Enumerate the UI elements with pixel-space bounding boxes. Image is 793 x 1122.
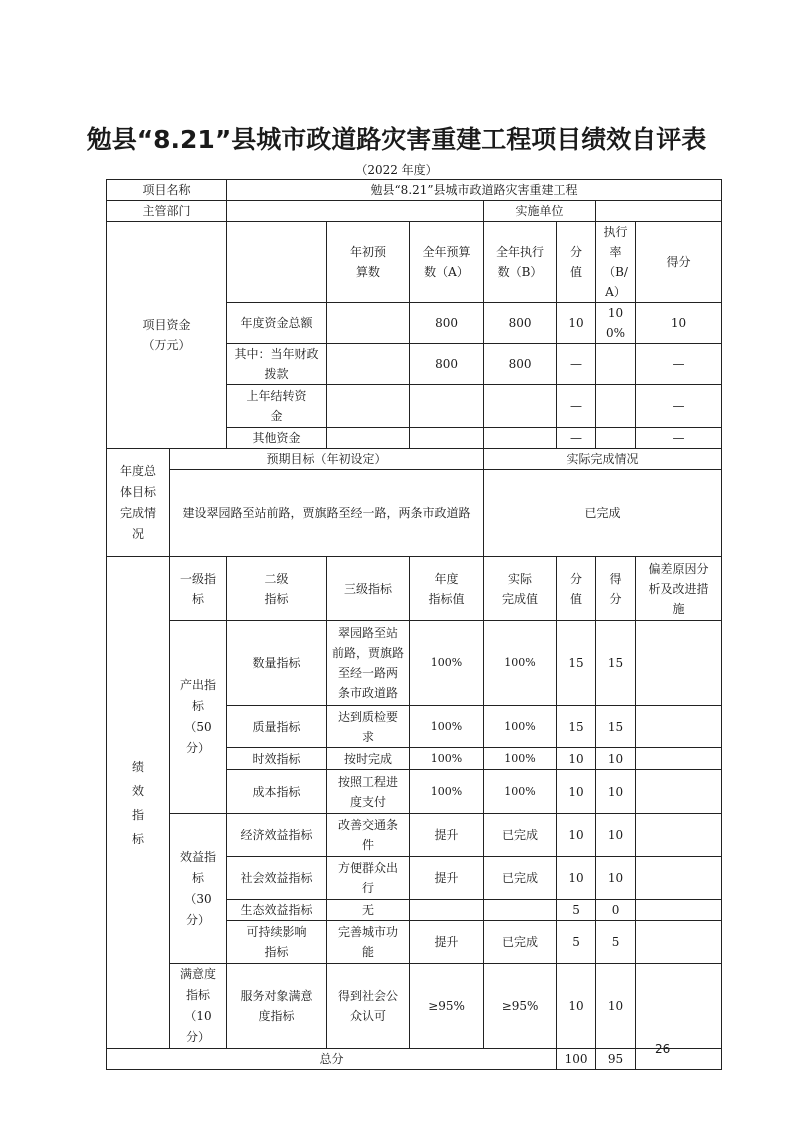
ind-row-l3-text: 达到质检要 求 — [338, 709, 399, 744]
funds-label — [107, 222, 227, 449]
funds-row-executed: 800 — [484, 344, 557, 385]
funds-header-annual-text: 全年预算 数（A） — [422, 245, 471, 279]
ind-row-score: 5 — [557, 921, 596, 964]
total-note — [636, 1049, 722, 1070]
indicators-label-text: 绩 效 指 标 — [131, 759, 144, 846]
ind-row-l2: 经济效益指标 — [227, 814, 327, 857]
ind-row-note — [636, 748, 722, 770]
funds-row-score: — — [557, 385, 596, 428]
funds-row-rate: 100% — [596, 303, 636, 344]
ind-row-score: 15 — [557, 621, 596, 706]
ind-row-l2: 社会效益指标 — [227, 857, 327, 900]
ind-header-actual — [484, 557, 557, 621]
dept-value — [227, 201, 484, 222]
ind-row-target: ≥95% — [410, 964, 484, 1049]
project-name-value: 勉县“8.21”县城市政道路灾害重建工程 — [227, 180, 722, 201]
ind-row-score: 5 — [557, 900, 596, 921]
ind-row-target: 100% — [410, 770, 484, 814]
funds-row-annual — [410, 428, 484, 449]
ind-row-target: 提升 — [410, 921, 484, 964]
ind-row-l3-text: 完善城市功 能 — [338, 925, 399, 959]
funds-row-name: 其他资金 — [227, 428, 327, 449]
indicators-label — [107, 557, 170, 1049]
ind-header-l2 — [227, 557, 327, 621]
funds-header-executed — [484, 222, 557, 303]
ind-row-note — [636, 621, 722, 706]
funds-row-init — [327, 303, 410, 344]
ind-row-actual: 已完成 — [484, 921, 557, 964]
funds-header-score — [557, 222, 596, 303]
ind-row-l3-text: 改善交通条 件 — [338, 818, 399, 852]
funds-row-score: 10 — [557, 303, 596, 344]
goals-expected: 建设翠园路至站前路，贾旗路至经一路，两条市政道路 — [170, 470, 484, 557]
ind-row-l2-text: 服务对象满意 度指标 — [240, 989, 313, 1023]
ind-row-l3: 按时完成 — [327, 748, 410, 770]
ind-row-score: 10 — [557, 770, 596, 814]
ind-row-l2: 时效指标 — [227, 748, 327, 770]
ind-row-l2-text: 可持续影响 指标 — [246, 925, 307, 959]
goals-actual: 已完成 — [484, 470, 722, 557]
ind-group-benefit — [170, 814, 227, 964]
ind-header-got-text: 得 分 — [609, 571, 622, 606]
funds-row-rate — [596, 344, 636, 385]
funds-row-name — [227, 385, 327, 428]
goals-label-text: 年度总 体目标 完成情 况 — [119, 463, 156, 541]
ind-row-actual: 100% — [484, 621, 557, 706]
ind-row-l3 — [327, 921, 410, 964]
goals-expected-header: 预期目标（年初设定） — [170, 449, 484, 470]
ind-row-note — [636, 857, 722, 900]
funds-header-score-text: 分 值 — [570, 245, 583, 279]
evaluation-table — [106, 179, 722, 1070]
ind-header-l1 — [170, 557, 227, 621]
ind-row-l3 — [327, 770, 410, 814]
page-title: 勉县“8.21”县城市政道路灾害重建工程项目绩效自评表 — [86, 125, 707, 154]
funds-row-name-text: 上年结转资 金 — [246, 389, 307, 423]
ind-row-target: 100% — [410, 706, 484, 748]
ind-row-got: 10 — [596, 770, 636, 814]
ind-row-note — [636, 921, 722, 964]
report-year: （2022 年度） — [355, 163, 438, 177]
ind-row-target: 提升 — [410, 814, 484, 857]
ind-row-got: 10 — [596, 814, 636, 857]
funds-row-got: — — [636, 428, 722, 449]
funds-header-got — [636, 222, 722, 303]
funds-row-init — [327, 385, 410, 428]
funds-header-init — [327, 222, 410, 303]
ind-row-note — [636, 814, 722, 857]
funds-header-init-text: 年初预 算数 — [350, 245, 387, 279]
funds-row-init — [327, 428, 410, 449]
ind-row-l2: 成本指标 — [227, 770, 327, 814]
funds-header-annual — [410, 222, 484, 303]
ind-header-target — [410, 557, 484, 621]
funds-row-executed: 800 — [484, 303, 557, 344]
ind-header-l1-text: 一级指 标 — [180, 571, 217, 606]
funds-row-score: — — [557, 344, 596, 385]
ind-row-l3-text: 得到社会公 众认可 — [338, 989, 399, 1023]
impl-value — [596, 201, 722, 222]
ind-header-l2-text: 二级 指标 — [264, 571, 289, 606]
total-got: 95 — [596, 1049, 636, 1070]
ind-row-l3-text: 翠园路至站 前路，贾旗路 至经一路两 条市政道路 — [332, 626, 405, 700]
ind-header-note — [636, 557, 722, 621]
funds-row-got: 10 — [636, 303, 722, 344]
ind-header-actual-text: 实际 完成值 — [502, 571, 539, 606]
total-score: 100 — [557, 1049, 596, 1070]
ind-group-benefit-text: 效益指 标 （30 分） — [180, 849, 217, 927]
page-number: 26 — [655, 1042, 671, 1056]
funds-header-executed-text: 全年执行 数（B） — [496, 245, 545, 279]
ind-row-actual — [484, 900, 557, 921]
funds-row-rate — [596, 428, 636, 449]
funds-header-rate — [596, 222, 636, 303]
ind-row-l3 — [327, 814, 410, 857]
ind-row-actual: 已完成 — [484, 857, 557, 900]
ind-row-l2 — [227, 964, 327, 1049]
ind-row-note — [636, 706, 722, 748]
ind-row-score: 10 — [557, 748, 596, 770]
ind-row-note — [636, 770, 722, 814]
ind-row-l3 — [327, 857, 410, 900]
funds-label-text: 项目资金 （万元） — [142, 318, 191, 352]
funds-blank-header — [227, 222, 327, 303]
funds-row-name: 其中：当年财政拨款 — [227, 344, 327, 385]
ind-row-got: 10 — [596, 857, 636, 900]
funds-row-name: 年度资金总额 — [227, 303, 327, 344]
ind-group-output — [170, 621, 227, 814]
ind-row-got: 15 — [596, 621, 636, 706]
ind-row-l2 — [227, 921, 327, 964]
ind-header-score — [557, 557, 596, 621]
impl-label: 实施单位 — [484, 201, 596, 222]
funds-row-init — [327, 344, 410, 385]
total-label: 总分 — [107, 1049, 557, 1070]
funds-row-rate — [596, 385, 636, 428]
ind-row-got: 10 — [596, 964, 636, 1049]
ind-header-l3: 三级指标 — [327, 557, 410, 621]
ind-header-got — [596, 557, 636, 621]
ind-row-target — [410, 900, 484, 921]
goals-label — [107, 449, 170, 557]
ind-row-actual: 已完成 — [484, 814, 557, 857]
ind-row-score: 10 — [557, 857, 596, 900]
ind-row-actual: 100% — [484, 748, 557, 770]
funds-row-got: — — [636, 385, 722, 428]
ind-row-l3-text: 按照工程进 度支付 — [338, 774, 399, 809]
ind-row-score: 10 — [557, 814, 596, 857]
funds-row-annual: 800 — [410, 303, 484, 344]
ind-header-score-text: 分 值 — [570, 571, 583, 606]
ind-row-target: 100% — [410, 621, 484, 706]
ind-row-l2: 质量指标 — [227, 706, 327, 748]
ind-row-score: 15 — [557, 706, 596, 748]
funds-row-score: — — [557, 428, 596, 449]
ind-row-got: 10 — [596, 748, 636, 770]
ind-row-l3 — [327, 621, 410, 706]
funds-header-rate-text: 执行率 （B/A） — [603, 225, 628, 299]
ind-row-l3-text: 方便群众出 行 — [338, 861, 399, 895]
ind-row-actual: ≥95% — [484, 964, 557, 1049]
ind-row-l3 — [327, 706, 410, 748]
ind-row-got: 5 — [596, 921, 636, 964]
funds-header-got-text: 得分 — [666, 255, 691, 269]
project-name-label: 项目名称 — [107, 180, 227, 201]
goals-actual-header: 实际完成情况 — [484, 449, 722, 470]
funds-row-executed — [484, 385, 557, 428]
ind-header-note-text: 偏差原因分 析及改进措 施 — [648, 561, 709, 616]
ind-row-l2: 生态效益指标 — [227, 900, 327, 921]
funds-row-annual — [410, 385, 484, 428]
funds-row-annual: 800 — [410, 344, 484, 385]
ind-row-l3 — [327, 964, 410, 1049]
funds-row-executed — [484, 428, 557, 449]
ind-row-l2: 数量指标 — [227, 621, 327, 706]
ind-row-got: 0 — [596, 900, 636, 921]
ind-row-target: 提升 — [410, 857, 484, 900]
ind-group-output-text: 产出指 标 （50 分） — [180, 678, 217, 755]
ind-header-target-text: 年度 指标值 — [428, 571, 465, 606]
ind-row-note — [636, 900, 722, 921]
ind-row-l3: 无 — [327, 900, 410, 921]
ind-group-satisfaction-text: 满意度 指标 （10 分） — [180, 967, 217, 1044]
ind-group-satisfaction — [170, 964, 227, 1049]
ind-row-got: 15 — [596, 706, 636, 748]
ind-row-note — [636, 964, 722, 1049]
funds-row-got: — — [636, 344, 722, 385]
ind-row-target: 100% — [410, 748, 484, 770]
ind-row-actual: 100% — [484, 706, 557, 748]
ind-row-score: 10 — [557, 964, 596, 1049]
ind-row-actual: 100% — [484, 770, 557, 814]
dept-label: 主管部门 — [107, 201, 227, 222]
